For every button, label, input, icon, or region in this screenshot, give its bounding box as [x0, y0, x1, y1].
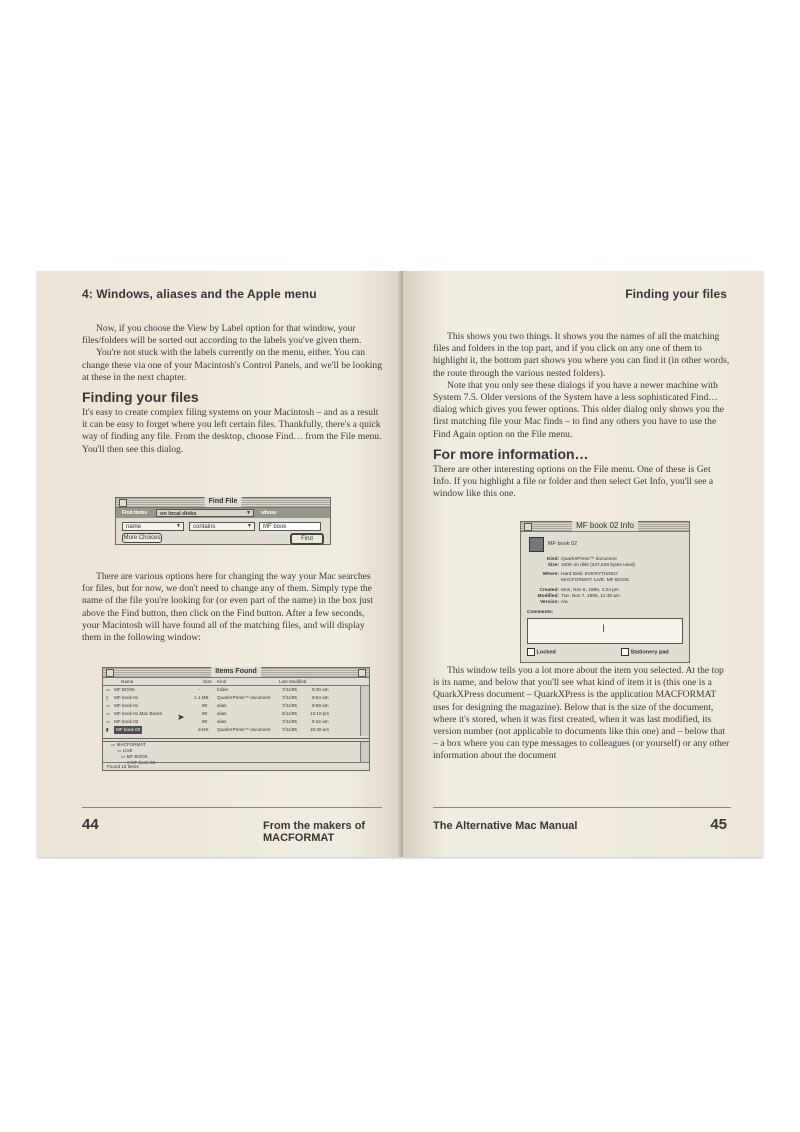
table-row[interactable]: ▮ MF book 02 244K QuarkXPress™ document 7/11/95 10:40 am — [106, 727, 330, 732]
path-scrollbar[interactable] — [360, 742, 369, 762]
page-number: 45 — [710, 816, 727, 833]
book-spread — [37, 271, 763, 857]
operator-select[interactable]: contains — [189, 522, 255, 531]
right-page — [403, 271, 763, 857]
items-found-window — [102, 667, 370, 771]
criteria-select[interactable]: name — [122, 522, 184, 531]
page-number: 44 — [82, 816, 99, 833]
paragraph: There are other interesting options on the File menu. One of these is Get Info. If you highlight a file or folder and then select Get Info, you'll see a window like this one. — [433, 463, 714, 500]
paragraph: Note that you only see these dialogs if you have a newer machine with System 7.5. Older versions of the System have a less sophisticated Find… dialog which gives you fewer options. This older dialog only shows you the first matching file your Mac finds – to find any others you have to use the Find Again option on the File menu. — [433, 379, 725, 440]
status-text: Found 15 items — [107, 764, 139, 769]
stationery-checkbox[interactable]: Stationery pad — [621, 648, 669, 656]
find-button[interactable]: Find — [290, 533, 324, 545]
status-bar — [103, 762, 369, 770]
path-item[interactable]: ▯ MF book 02 — [127, 760, 156, 765]
running-head-left: 4: Windows, aliases and the Apple menu — [82, 287, 317, 301]
left-body-bottom — [82, 571, 382, 644]
document-icon: ▯ — [127, 760, 131, 765]
paragraph: This window tells you a lot more about the item you selected. At the top is its name, and below that you'll see what kind of item it is (this one is a QuarkXPress document – QuarkXPress is the application MACFORMAT uses for designing the magazine). Below that is the size of the document, where it's stored, when it was first created, when it was last modified, its version number (not applicable to documents like this one) and – below that – a box where you can type messages to colleagues (or yourself) or any other information about the document — [433, 665, 730, 762]
paragraph: This shows you two things. It shows you the names of all the matching files and folders in the top part, and if you click on any one of them to highlight it, the bottom part shows you where you can find it (in other words, the route through the various nested folders). — [433, 331, 730, 379]
path-item[interactable]: ▭ MACFORMAT — [111, 742, 146, 747]
file-name: MF book 02 — [548, 541, 578, 547]
chevron-down-icon: ▼ — [176, 523, 181, 529]
footer-rule — [433, 807, 731, 808]
zoom-box-icon[interactable] — [358, 669, 366, 677]
dialog-titlebar — [116, 498, 330, 508]
column-header[interactable]: Kind — [217, 679, 227, 684]
text-cursor-icon: I — [602, 623, 606, 635]
right-body-top — [433, 331, 731, 500]
alias-icon: ▱ — [106, 711, 110, 716]
document-icon: ▯ — [106, 695, 109, 700]
left-body-top — [82, 323, 382, 456]
find-file-dialog — [115, 497, 331, 545]
paragraph: Now, if you choose the View by Label option for that window, your files/folders will be sorted out according to the labels you've given them. — [82, 323, 362, 347]
locked-checkbox[interactable]: Locked — [527, 648, 556, 656]
column-header[interactable]: Name — [121, 679, 134, 684]
window-titlebar — [103, 668, 369, 678]
running-head-right: Finding your files — [625, 287, 727, 301]
paragraph: There are various options here for changing the way your Mac searches for files, but for now, we don't need to change any of them. Simply type the name of the file you're looking for (or even part of the name) in the box just above the Find button, then click on the Find button. After a few seconds, your Macintosh will have found all of the matching files, and will display them in the following window: — [82, 571, 374, 644]
column-header[interactable]: Size — [203, 679, 212, 684]
checkbox-icon — [527, 648, 535, 656]
window-title: Items Found — [211, 667, 261, 677]
results-scrollbar[interactable] — [360, 686, 369, 736]
find-items-bar — [116, 508, 330, 518]
close-box-icon[interactable] — [119, 499, 127, 507]
path-list — [109, 742, 359, 765]
quarkxpress-document-icon — [529, 537, 544, 552]
table-row[interactable]: ▱ MF book 01 8K alias 7/11/95 9:58 am — [106, 703, 329, 708]
footer-text: From the makers of MACFORMAT — [263, 820, 366, 844]
search-input[interactable]: MF book — [259, 522, 321, 531]
results-list — [103, 686, 369, 738]
find-items-label: Find items — [122, 510, 148, 516]
location-select[interactable]: on local disks — [156, 509, 254, 517]
alias-icon: ▱ — [106, 703, 110, 708]
comments-label: Comments: — [527, 610, 554, 615]
whose-label: whose — [261, 510, 277, 516]
left-page — [37, 271, 403, 857]
dialog-title: Find File — [205, 497, 242, 507]
chevron-down-icon: ▼ — [247, 523, 252, 529]
folder-icon: ▭ — [117, 748, 123, 753]
table-row[interactable]: ▱ MF book 01 Mac Backs 8K alias 6/11/95 12:10 pm — [106, 711, 330, 716]
table-row[interactable]: ▱ MF book 02 8K alias 7/11/95 9:42 am — [106, 719, 329, 724]
table-row[interactable]: ▭ MF BOOK – folder 7/11/95 9:30 am — [106, 687, 329, 692]
footer-text: The Alternative Mac Manual — [433, 820, 578, 832]
section-heading: Finding your files — [82, 389, 199, 406]
chevron-down-icon: ▼ — [246, 510, 251, 516]
mouse-pointer-icon: ➤ — [177, 712, 185, 722]
comments-field[interactable] — [527, 618, 683, 644]
folder-icon: ▭ — [106, 687, 111, 692]
close-box-icon[interactable] — [106, 669, 114, 677]
document-icon: ▮ — [106, 727, 109, 732]
window-titlebar — [521, 522, 689, 532]
alias-icon: ▱ — [106, 719, 110, 724]
path-item[interactable]: ▭ LIVE — [117, 748, 133, 753]
selected-item: MF book 02 — [116, 727, 141, 732]
right-body-bottom — [433, 665, 731, 763]
disk-icon: ▭ — [111, 742, 117, 747]
paragraph: You're not stuck with the labels currently on the menu, either. You can change these via one of your Macintosh's Control Panels, and we'll be looking at these in the next chapter. — [82, 347, 383, 383]
more-choices-button[interactable]: More Choices — [123, 535, 161, 541]
checkbox-icon — [621, 648, 629, 656]
folder-icon: ▭ — [121, 754, 127, 759]
get-info-window: MF book 02 Info MF book 02 Kind: QuarkXPress™ document Size: 340K on disk (347,648 bytes used) Where: Hard Disk: EVERYTHING!: MACFORMAT: LIVE: MF BOOK: Created: Mon, Nov 6, 1995, 4:24 pm Modified: Tue, Nov 7, 1995, 11:49 am Version: n/a Comments: I Locked Stationery pad — [520, 521, 690, 663]
window-title: MF book 02 Info — [572, 521, 638, 531]
path-item[interactable]: ▭ MF BOOK — [121, 754, 148, 759]
section-heading: For more information… — [433, 445, 589, 462]
column-header[interactable]: Last Modified — [279, 679, 307, 684]
paragraph: It's easy to create complex filing systems on your Macintosh – and as a result it can be easy to forget where you left certain files. Thankfully, there's a quick way of finding any file. From the desktop, choose Find… from the File menu. You'll then see this dialog. — [82, 407, 382, 455]
close-box-icon[interactable] — [524, 523, 532, 531]
table-row[interactable]: ▯ MF book 01 1.1 MB QuarkXPress™ document 7/11/95 9:54 am — [106, 695, 329, 700]
column-header-row — [103, 678, 369, 686]
footer-rule — [82, 807, 382, 808]
